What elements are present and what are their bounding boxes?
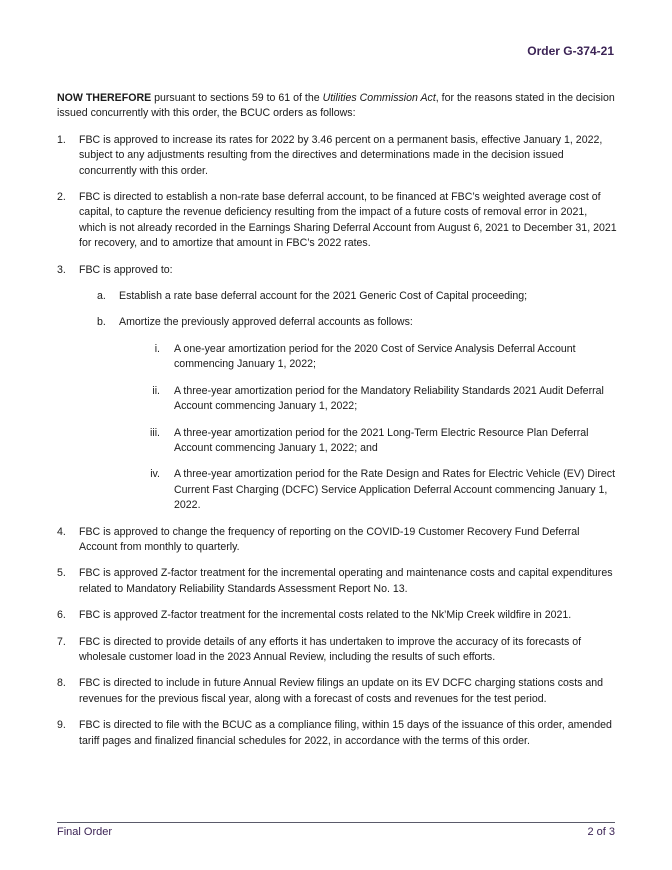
order-item-3 xyxy=(57,263,617,278)
order-item-7 xyxy=(57,635,617,666)
item-number: a. xyxy=(97,290,106,303)
item-text: Establish a rate base deferral account for the 2021 Generic Cost of Capital proceeding; xyxy=(119,290,528,303)
order-item-4 xyxy=(57,525,617,556)
order-item-3b-i xyxy=(135,342,617,373)
item-text: FBC is approved Z-factor treatment for the incremental operating and maintenance costs and capital expenditures related to Mandatory Reliability Standards Assessment Report No. 13. xyxy=(79,567,613,595)
order-item-3b-iii xyxy=(135,426,617,457)
intro-text-2: , for the reasons stated in the decision issued concurrently with this order, the BCUC orders as follows: xyxy=(57,92,615,120)
item-number: iv. xyxy=(150,468,160,481)
item-text: Amortize the previously approved deferral accounts as follows: xyxy=(119,316,413,329)
footer-divider xyxy=(57,822,615,823)
item-text: FBC is approved to: xyxy=(79,263,173,276)
item-number: 5. xyxy=(57,567,66,580)
footer-doc-type: Final Order xyxy=(57,826,113,838)
item-number: 3. xyxy=(57,263,66,276)
item-text: FBC is directed to file with the BCUC as a compliance filing, within 15 days of the issuance of this order, amended tariff pages and finalized financial schedules for 2022, in accordance with the terms of this order. xyxy=(79,719,612,747)
order-item-3b-ii xyxy=(135,384,617,415)
item-number: 4. xyxy=(57,525,66,538)
item-text: A three-year amortization period for the Rate Design and Rates for Electric Vehicle (EV) Direct Current Fast Charging (DCFC) Service Application Deferral Account commencing January 1, 2022. xyxy=(174,468,616,512)
item-number: i. xyxy=(154,342,160,355)
act-name: Utilities Commission Act xyxy=(322,92,436,104)
item-number: 9. xyxy=(57,719,66,732)
intro-text-1: pursuant to sections 59 to 61 of the xyxy=(151,92,323,104)
item-number: 1. xyxy=(57,133,66,146)
order-number: Order G-374-21 xyxy=(527,44,614,58)
order-item-5 xyxy=(57,566,617,597)
item-number: b. xyxy=(97,316,106,329)
item-text: A three-year amortization period for the Mandatory Reliability Standards 2021 Audit Deferral Account commencing January 1, 2022; xyxy=(174,384,604,413)
item-text: A three-year amortization period for the 2021 Long-Term Electric Resource Plan Deferral Account commencing January 1, 2022; and xyxy=(174,426,589,454)
item-text: FBC is directed to include in future Annual Review filings an update on its EV DCFC charging stations costs and revenues for the previous fiscal year, along with a forecast of costs and revenues for the test period. xyxy=(79,677,604,705)
item-number: 8. xyxy=(57,677,66,690)
order-item-9 xyxy=(57,718,617,749)
item-text: A one-year amortization period for the 2020 Cost of Service Analysis Deferral Account commencing January 1, 2022; xyxy=(174,342,576,371)
order-item-3a xyxy=(97,289,617,304)
page-number: 2 of 3 xyxy=(587,826,615,838)
item-text: FBC is approved to increase its rates for 2022 by 3.46 percent on a permanent basis, effective January 1, 2022, subject to any adjustments resulting from the directives and determinations made in the decision issued concurrently with this order. xyxy=(79,133,603,177)
order-item-6 xyxy=(57,608,617,623)
order-item-8 xyxy=(57,676,617,707)
item-text: FBC is directed to provide details of any efforts it has undertaken to improve the accuracy of its forecasts of wholesale customer load in the 2023 Annual Review, including the results of such efforts. xyxy=(79,635,582,663)
item-text: FBC is approved Z-factor treatment for the incremental costs related to the Nk’Mip Creek wildfire in 2021. xyxy=(79,609,572,622)
intro-bold: NOW THEREFORE xyxy=(57,92,152,104)
order-item-2 xyxy=(57,190,617,252)
item-number: 7. xyxy=(57,635,66,648)
order-item-1 xyxy=(57,133,617,179)
order-body xyxy=(57,91,617,760)
item-text: FBC is approved to change the frequency of reporting on the COVID-19 Customer Recovery Fund Deferral Account from monthly to quarterly. xyxy=(79,525,580,553)
item-number: 6. xyxy=(57,609,66,622)
intro-paragraph xyxy=(57,91,617,122)
order-item-3b xyxy=(97,315,617,330)
item-text: FBC is directed to establish a non-rate base deferral account, to be financed at FBC’s weighted average cost of capital, to capture the revenue deficiency resulting from the impact of a future costs of removal error in 2021, which is not already recorded in the Earnings Sharing Deferral Account from August 6, 2021 to December 31, 2021 for recovery, and to amortize that amount in FBC’s 2022 rates. xyxy=(79,191,617,250)
order-item-3b-iv xyxy=(135,467,617,513)
item-number: ii. xyxy=(152,384,160,397)
item-number: 2. xyxy=(57,191,66,204)
item-number: iii. xyxy=(149,426,160,439)
